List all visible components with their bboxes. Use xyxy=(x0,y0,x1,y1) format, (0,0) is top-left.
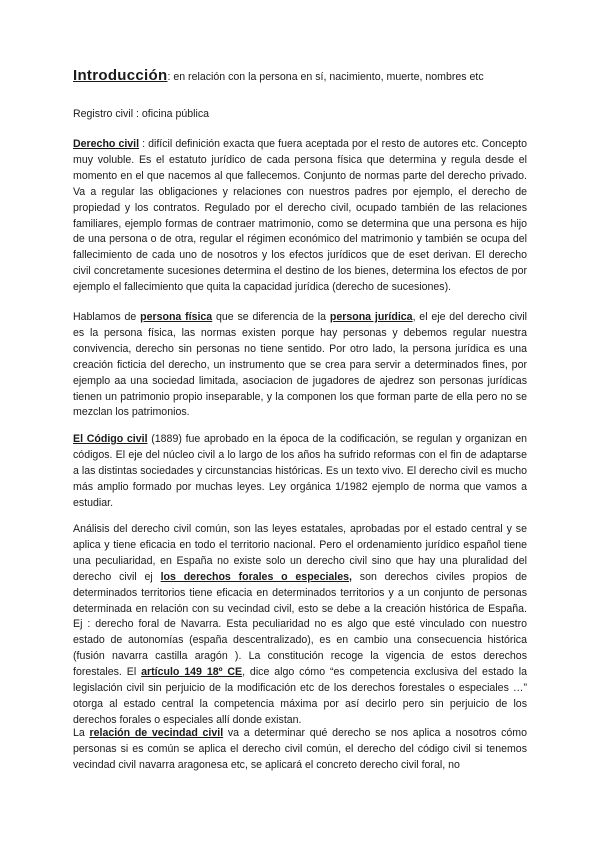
page-subtitle: : en relación con la persona en sí, nacimiento, muerte, nombres etc xyxy=(167,71,484,83)
registro-civil-line: Registro civil : oficina pública xyxy=(73,108,210,120)
term-derecho-civil: Derecho civil xyxy=(73,138,140,150)
paragraph-codigo-civil xyxy=(73,432,527,512)
paragraph-text: va a determinar qué derecho se nos aplica a nosotros cómo personas si es común se aplica el derecho civil común, el derecho del código civil si tenemos vecindad civil navarra aragonesa etc, se aplicará el concreto derecho civil foral, no xyxy=(73,727,527,771)
term-persona-juridica: persona jurídica xyxy=(329,311,413,323)
term-vecindad-civil: relación de vecindad civil xyxy=(89,727,224,739)
paragraph-text: Hablamos de xyxy=(73,311,141,323)
paragraph-text: , dice algo cómo “es competencia exclusiva del estado la legislación civil sin perjuicio de la modificación etc de los derechos forestales o especiales …” otorga al estado central la competencia máxima por así decirlo pero sin perjuicio de los derechos forales o especiales allí donde existan. xyxy=(73,666,528,726)
term-persona-fisica: persona física xyxy=(140,311,213,323)
paragraph-text: Análisis del derecho civil común, son las leyes estatales, aprobadas por el estado central y se aplica y tiene eficacia en todo el territorio nacional. Pero el ordenamiento jurídico español tiene una peculiaridad, en España no existe solo un derecho civil sino que hay una pluralidad del derecho civil ej xyxy=(73,523,527,583)
paragraph-text: (1889) fue aprobado en la época de la codificación, se regulan y organizan en códigos. El eje del núcleo civil a lo largo de los años ha sufrido reformas con el fin de adaptarse a las distintas sociedades y circunstancias históricas. Es un texto vivo. El derecho civil es mucho más amplio formado por muchas leyes. Ley orgánica 1/1982 ejemplo de norma que vamos a estudiar. xyxy=(73,433,527,509)
paragraph-persona xyxy=(73,310,527,421)
paragraph-derecho-civil xyxy=(73,137,527,296)
paragraph-text: , el eje del derecho civil es la persona física, las normas existen porque hay personas y debemos regular nuestra convivencia, derecho sin personas no tiene sentido. Por otro lado, la persona jurídica es una creación ficticia del derecho, un instrumento que se crea para servir a determinados fines, por ejemplo aa una sociedad limitada, asociacion de jugadores de ajedrez son personas jurídicas tienen un patrimonio propio inseparable, y la componen los que forman parte de ella pero no se mezclan los patrimonios. xyxy=(73,311,527,419)
page-title: Introducción xyxy=(73,67,168,84)
term-codigo-civil: El Código civil xyxy=(73,433,148,445)
heading xyxy=(73,68,533,86)
paragraph-text: son derechos civiles propios de determinados territorios tiene eficacia en determinados territorios y a un conjunto de personas determinada en relación con su vecindad civil, esto se debe a la creación histórica de España. Ej : derecho foral de Navarra. Esta peculiaridad no es algo que esté vinculado con nuestro estado de autonomías (españa descentralizado), es en cambio una consecuencia histórica (fusión navarra castilla aragón ). La constitución recoge la vigencia de estos derechos forestales. El xyxy=(73,570,528,679)
term-articulo-149: artículo 149 18º CE xyxy=(141,666,243,679)
paragraph-text: La xyxy=(73,727,90,739)
paragraph-vecindad-civil xyxy=(73,726,527,774)
paragraph-text: que se diferencia de la xyxy=(212,311,330,323)
paragraph-derecho-comun xyxy=(73,522,527,729)
term-derechos-forales: los derechos forales o especiales, xyxy=(160,570,352,583)
paragraph-text: : difícil definición exacta que fuera aceptada por el resto de autores etc. Concepto muy voluble. Es el estatuto jurídico de cada persona física que determina y regula desde el momento en el que nacemos al que fallecemos. Conjunto de normas parte del derecho privado. Va a regular las obligaciones y relaciones con nuestros padres por ejemplo, el derecho de propiedad y los contratos. Regulado por el derecho civil, ocupado también de las relaciones familiares, ejemplo formas de contraer matrimonio, como se determina que una persona es hijo de una persona o de otra, regular el régimen económico del matrimonio y también se ocupa del fallecimiento de cada uno de nosotros y los efectos jurídicos que de eset derivan. El derecho civil concretamente sucesiones determina el destino de los bienes, determina los efectos de por ejemplo el fallecimiento que quita la capacidad jurídica (derecho de sucesiones). xyxy=(73,138,527,294)
